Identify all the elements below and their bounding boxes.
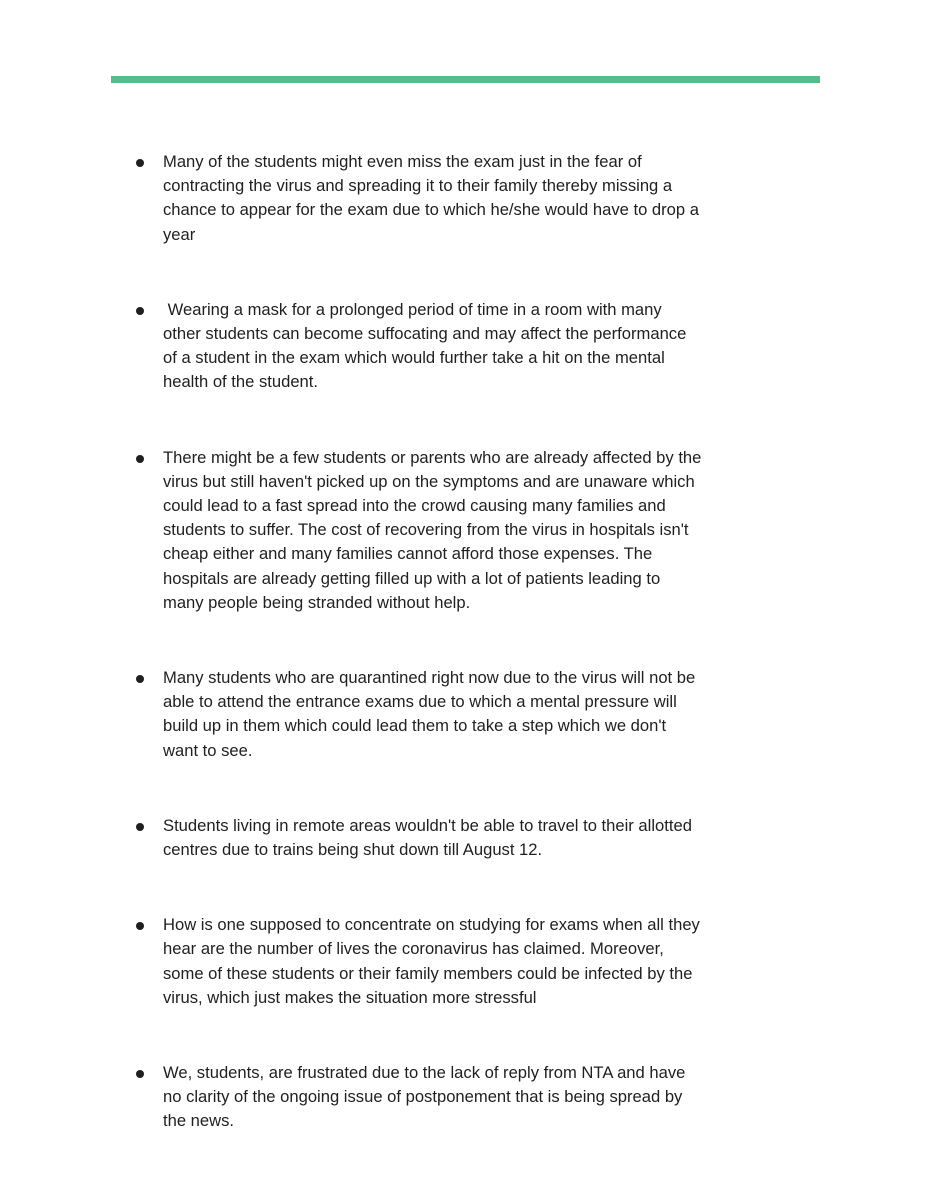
bullet-point-icon bbox=[136, 675, 144, 683]
bullet-item bbox=[0, 150, 927, 247]
bullet-item bbox=[0, 666, 927, 763]
bullet-text: Students living in remote areas wouldn't be able to travel to their allotted centres due to trains being shut down till August 12. bbox=[163, 815, 697, 860]
bullet-point-icon bbox=[136, 159, 144, 167]
bullet-item bbox=[0, 1061, 927, 1134]
bullet-item bbox=[0, 913, 927, 1010]
header-accent-rule bbox=[111, 76, 820, 83]
bullet-text: Wearing a mask for a prolonged period of time in a room with many other students can become suffocating and may affect the performance of a student in the exam which would further take a hit on the mental health of the student. bbox=[163, 299, 691, 392]
bullet-point-icon bbox=[136, 823, 144, 831]
bullet-list bbox=[0, 150, 927, 1185]
bullet-point-icon bbox=[136, 455, 144, 463]
bullet-text: There might be a few students or parents who are already affected by the virus but still haven't picked up on the symptoms and are unaware which could lead to a fast spread into the crowd causing many families and students to suffer. The cost of recovering from the virus in hospitals isn't cheap either and many families cannot afford those expenses. The hospitals are already getting filled up with a lot of patients leading to many people being stranded without help. bbox=[163, 447, 707, 612]
bullet-item bbox=[0, 298, 927, 395]
bullet-text: How is one supposed to concentrate on studying for exams when all they hear are the number of lives the coronavirus has claimed. Moreover, some of these students or their family members could be infected by the virus, which just makes the situation more stressful bbox=[163, 915, 705, 1007]
bullet-point-icon bbox=[136, 307, 144, 315]
bullet-text: Many students who are quarantined right now due to the virus will not be able to attend the entrance exams due to which a mental pressure will build up in them which could lead them to take a step which we don't want to see. bbox=[163, 668, 700, 760]
bullet-item bbox=[0, 446, 927, 615]
bullet-point-icon bbox=[136, 922, 144, 930]
bullet-item bbox=[0, 814, 927, 862]
bullet-text: Many of the students might even miss the exam just in the fear of contracting the virus and spreading it to their family thereby missing a chance to appear for the exam due to which he/she would have to drop a year bbox=[163, 152, 704, 244]
bullet-text: We, students, are frustrated due to the lack of reply from NTA and have no clarity of the ongoing issue of postponement that is being spread by the news. bbox=[163, 1063, 690, 1131]
bullet-point-icon bbox=[136, 1070, 144, 1078]
